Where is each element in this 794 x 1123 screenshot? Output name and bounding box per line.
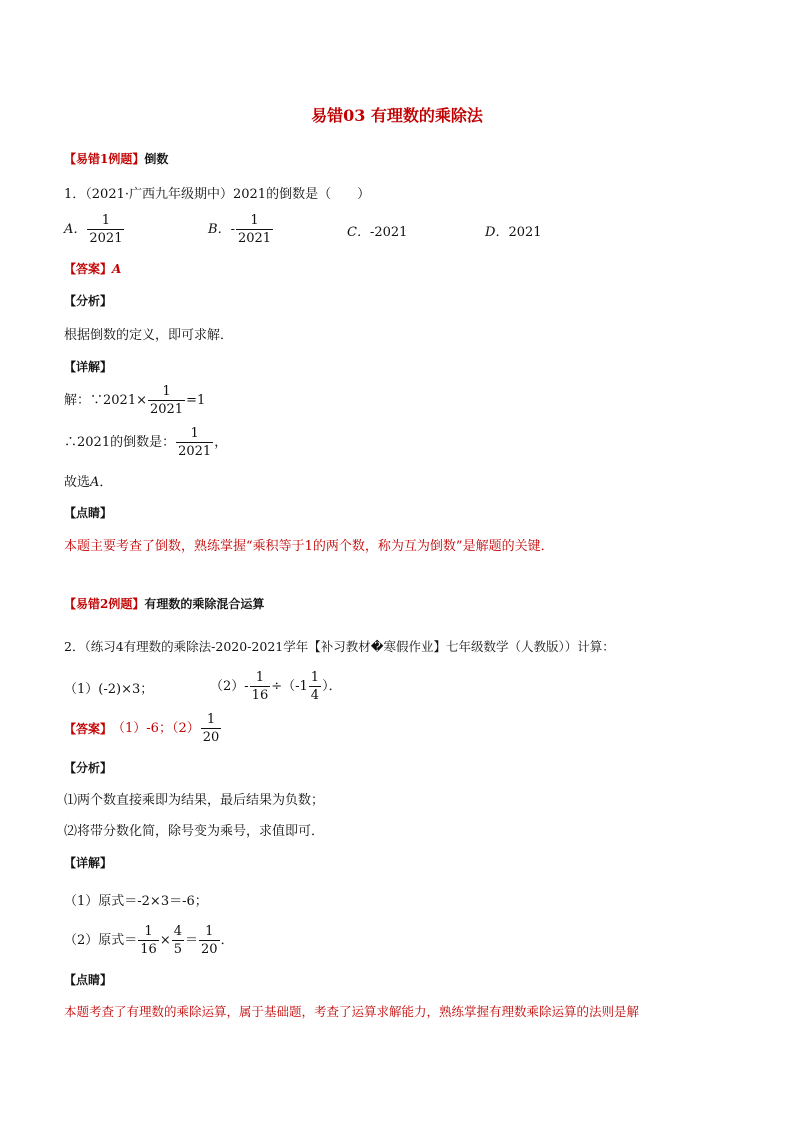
detail-2-label: 【详解】 <box>64 856 113 870</box>
question-2-part1: （1）(-2)×3； <box>64 682 154 697</box>
fraction-denominator: 16 <box>251 688 269 703</box>
section2-heading-topic: 有理数的乘除混合运算 <box>144 597 265 611</box>
option-a <box>64 214 125 245</box>
detail-1-line3-post: ． <box>99 475 113 490</box>
answer-2-fraction <box>201 713 222 744</box>
detail-2-fraction-1 <box>138 925 159 956</box>
detail-1-line2 <box>64 427 227 458</box>
detail-2-line2-post: ． <box>220 933 234 948</box>
answer-2-label: 【答案】 <box>64 721 113 736</box>
question-2: 2．（练习4有理数的乘除法-2020-2021学年【补习教材�寒假作业】七年级数学（人教版））计算： <box>64 639 615 654</box>
detail-1-line1-fraction <box>148 385 185 416</box>
comment-1-label: 【点睛】 <box>64 506 113 520</box>
detail-1-line1 <box>64 385 205 416</box>
answer-1-label: 【答案】 <box>64 262 113 276</box>
section2-heading <box>64 598 264 610</box>
fraction-denominator: 20 <box>201 942 218 957</box>
section1-heading <box>64 153 168 165</box>
fraction-numerator: 1 <box>250 213 259 228</box>
option-b-sign: - <box>230 222 235 237</box>
part2-mid: ÷（-1 <box>271 679 308 694</box>
option-c-label: C． <box>347 225 370 240</box>
times-sign: × <box>159 933 171 948</box>
option-a-label: A． <box>64 222 87 237</box>
question-2-part2 <box>210 671 342 702</box>
fraction-denominator: 2021 <box>149 402 184 417</box>
comment-2-label: 【点睛】 <box>64 973 113 987</box>
fraction-numerator: 1 <box>310 670 320 685</box>
analysis-2-label: 【分析】 <box>64 761 113 775</box>
option-c <box>347 226 407 239</box>
analysis-1-label: 【分析】 <box>64 294 113 308</box>
option-a-fraction <box>87 214 124 245</box>
option-b-fraction <box>236 214 273 245</box>
detail-2-line1: （1）原式＝-2×3＝-6； <box>64 894 208 909</box>
fraction-denominator: 16 <box>140 942 157 957</box>
detail-2-line2 <box>64 925 234 956</box>
comment-2-text: 本题考查了有理数的乘除运算，属于基础题，考查了运算求解能力，熟练掌握有理数乘除运算的法则是解 <box>64 1004 640 1019</box>
fraction-denominator: 20 <box>202 730 220 745</box>
detail-2-fraction-2 <box>172 925 184 956</box>
fraction-numerator: 1 <box>205 924 214 939</box>
fraction-numerator: 1 <box>162 384 171 399</box>
fraction-numerator: 1 <box>101 213 111 228</box>
fraction-denominator: 2021 <box>178 444 212 459</box>
option-d <box>485 226 542 239</box>
option-c-value: -2021 <box>369 225 408 240</box>
part2-fraction <box>250 671 271 702</box>
section2-heading-bracket: 【易错2例题】 <box>64 597 145 611</box>
equals-sign: ＝ <box>185 933 199 948</box>
section1-heading-topic: 倒数 <box>144 152 169 166</box>
comment-1-text: 本题主要考查了倒数，熟练掌握“乘积等于1的两个数，称为互为倒数”是解题的关键． <box>64 539 554 554</box>
fraction-numerator: 1 <box>206 712 216 727</box>
fraction-numerator: 4 <box>173 924 183 939</box>
fraction-denominator: 5 <box>173 942 183 957</box>
option-b-label: B． <box>208 222 231 237</box>
detail-1-line3-pre: 故选 <box>64 475 91 490</box>
detail-1-line3-option: A <box>90 475 100 490</box>
analysis-2-line2: ⑵将带分数化简，除号变为乘号，求值即可． <box>64 824 325 839</box>
detail-1-line2-pre: ∴2021的倒数是： <box>64 435 176 450</box>
analysis-2-line1: ⑴两个数直接乘即为结果，最后结果为负数； <box>64 793 325 808</box>
option-b <box>208 214 274 245</box>
detail-2-line2-pre: （2）原式＝ <box>64 933 138 948</box>
answer-2-text: （1）-6；（2） <box>112 721 200 736</box>
part2-post: ）． <box>322 679 342 694</box>
part2-mixed-fraction <box>309 671 321 702</box>
answer-2 <box>64 713 222 744</box>
analysis-1-text: 根据倒数的定义，即可求解． <box>64 328 234 343</box>
answer-1 <box>64 263 121 275</box>
detail-1-line1-pre: 解：∵2021× <box>64 393 147 408</box>
detail-1-line2-fraction <box>176 427 213 458</box>
part2-pre: （2）- <box>210 679 249 694</box>
fraction-numerator: 1 <box>255 670 265 685</box>
option-d-label: D． <box>485 225 509 240</box>
detail-1-label: 【详解】 <box>64 360 113 374</box>
fraction-denominator: 2021 <box>89 231 123 246</box>
fraction-denominator: 2021 <box>237 231 272 246</box>
detail-1-line1-post: =1 <box>186 393 206 408</box>
detail-1-line3 <box>64 476 112 489</box>
fraction-denominator: 4 <box>310 688 320 703</box>
detail-2-fraction-3 <box>199 925 220 956</box>
option-d-value: 2021 <box>508 225 542 240</box>
section1-heading-bracket: 【易错1例题】 <box>64 152 145 166</box>
answer-1-value: A <box>112 262 122 276</box>
fraction-numerator: 1 <box>144 924 153 939</box>
question-1: 1．（2021·广西九年级期中）2021的倒数是（ ） <box>64 187 371 202</box>
page-title: 易错03 有理数的乘除法 <box>311 106 483 125</box>
detail-1-line2-post: ， <box>214 435 228 450</box>
fraction-numerator: 1 <box>190 426 199 441</box>
